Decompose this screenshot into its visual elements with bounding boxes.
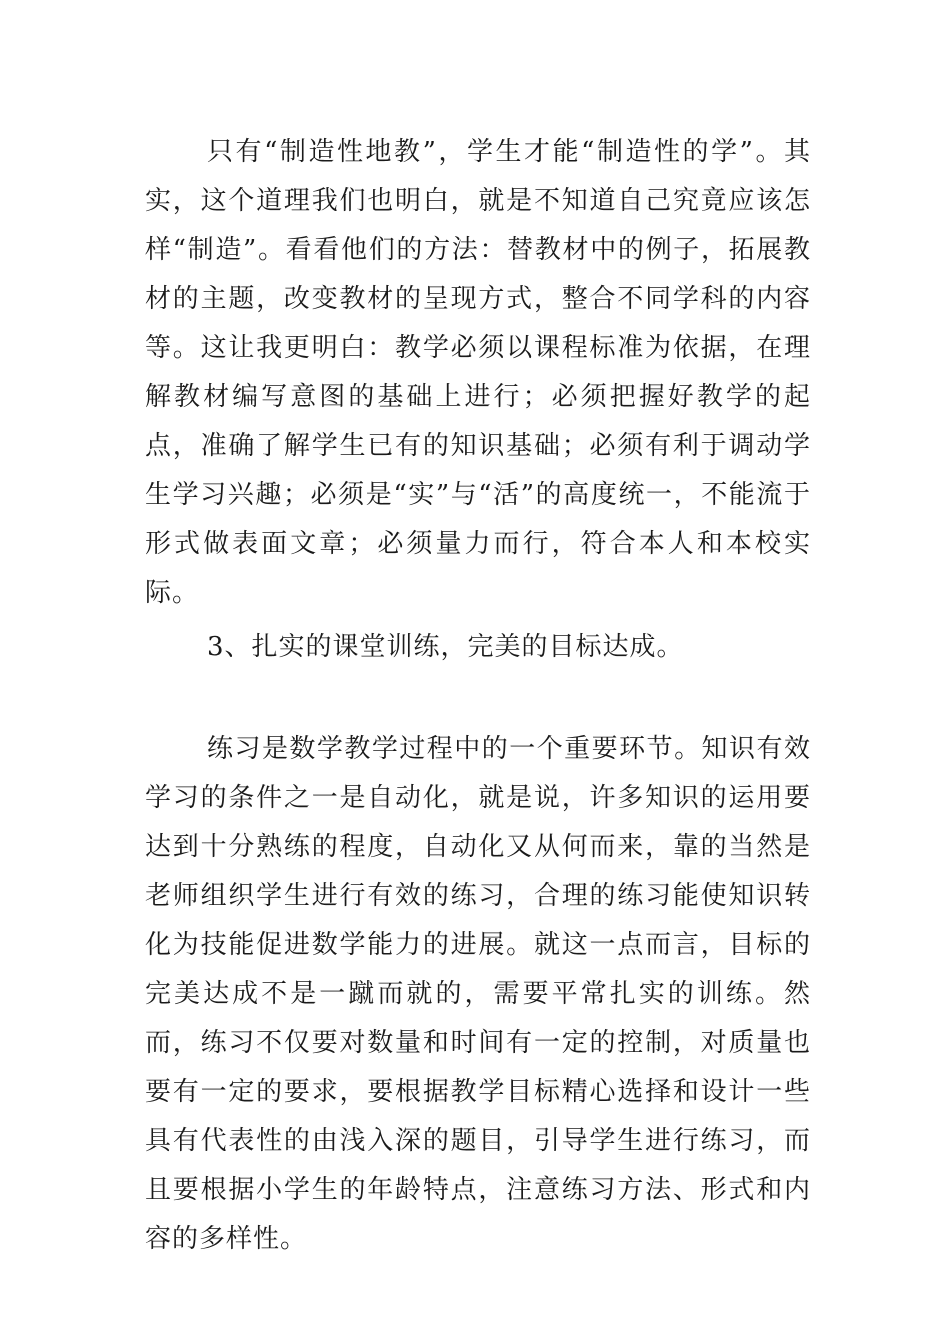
paragraph-creative-teaching: 只有“制造性地教”，学生才能“制造性的学”。其实，这个道理我们也明白，就是不知道自己究竟应该怎样“制造”。看看他们的方法：替教材中的例子，拓展教材的主题，改变教材的呈现方式，整合不同学科的内容等。这让我更明白：教学必须以课程标准为依据，在理解教材编写意图的基础上进行；必须把握好教学的起点，准确了解学生已有的知识基础；必须有利于调动学生学习兴趣；必须是“实”与“活”的高度统一，不能流于形式做表面文章；必须量力而行，符合本人和本校实际。 (145, 137, 811, 608)
section-heading-classroom-training: 3、扎实的课堂训练，完美的目标达成。 (207, 632, 684, 662)
paragraph-practice: 练习是数学教学过程中的一个重要环节。知识有效学习的条件之一是自动化，就是说，许多知识的运用要达到十分熟练的程度，自动化又从何而来，靠的当然是老师组织学生进行有效的练习，合理的练习能使知识转化为技能促进数学能力的进展。就这一点而言，目标的完美达成不是一蹴而就的，需要平常扎实的训练。然而，练习不仅要对数量和时间有一定的控制，对质量也要有一定的要求，要根据教学目标精心选择和设计一些具有代表性的由浅入深的题目，引导学生进行练习，而且要根据小学生的年龄特点，注意练习方法、形式和内容的多样性。 (145, 734, 811, 1254)
